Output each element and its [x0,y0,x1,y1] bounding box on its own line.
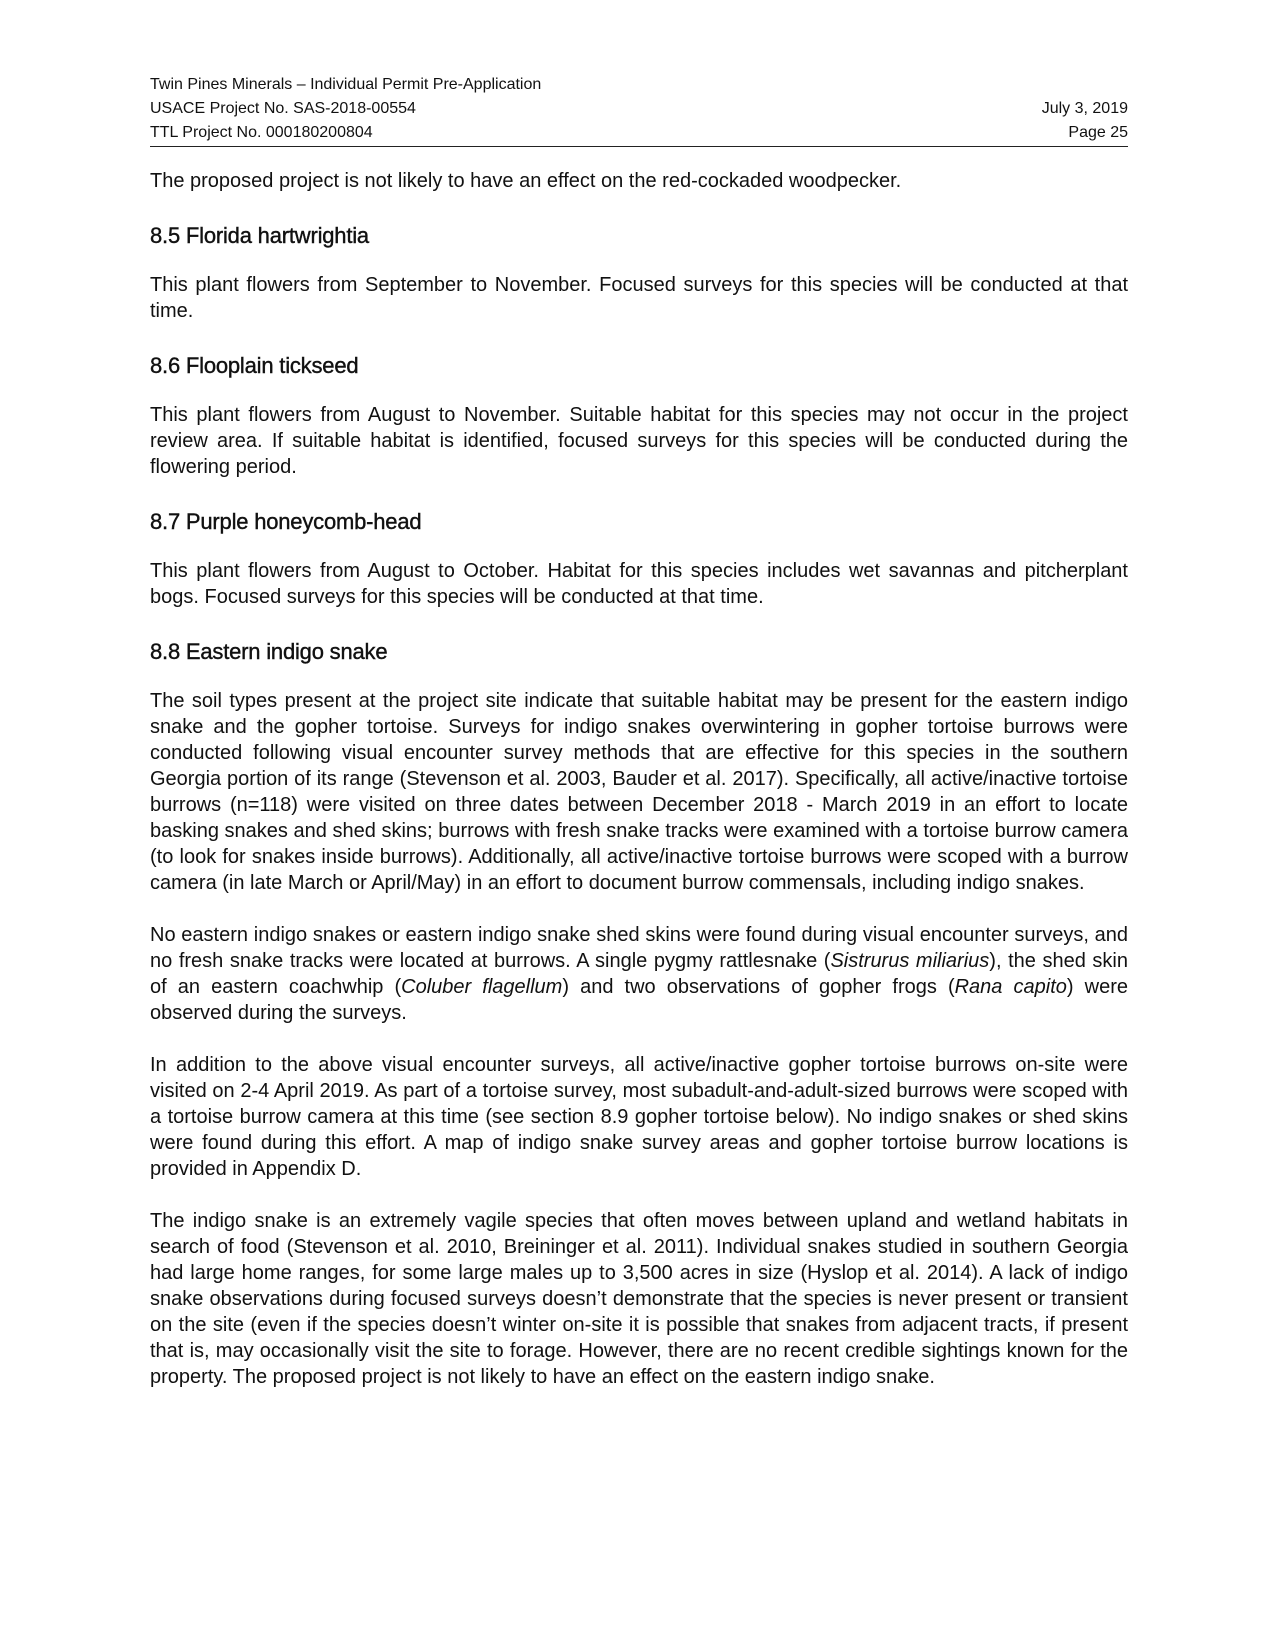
section-heading-8-6: 8.6 Flooplain tickseed [150,353,359,378]
header-row-3 [150,121,1128,145]
intro-paragraph: The proposed project is not likely to have an effect on the red-cockaded woodpecker. [150,170,902,192]
header-date: July 3, 2019 [1041,100,1128,117]
header-usace-project: USACE Project No. SAS-2018-00554 [150,100,416,117]
section-heading-8-8: 8.8 Eastern indigo snake [150,639,388,664]
section-8-5-paragraph: This plant flowers from September to November. Focused surveys for this species will be conducted at that time. [150,274,1128,322]
header-ttl-project: TTL Project No. 000180200804 [150,124,373,141]
section-8-8-paragraph-2 [150,922,1128,1026]
species-rana-capito: Rana capito [954,976,1067,998]
running-header [150,73,1128,145]
section-8-6-paragraph: This plant flowers from August to November. Suitable habitat for this species may not occur in the project review area. If suitable habitat is identified, focused surveys for this species will be conducted during the flowering period. [150,404,1128,478]
p2-text-d: ) were observed during the surveys. [150,976,1128,1024]
p2-text-c: ) and two observations of gopher frogs ( [562,976,955,998]
header-divider [150,146,1128,147]
header-title: Twin Pines Minerals – Individual Permit Pre-Application [150,76,542,93]
section-8-8-paragraph-1: The soil types present at the project site indicate that suitable habitat may be present for the eastern indigo snake and the gopher tortoise. Surveys for indigo snakes overwintering in gopher tortoise burrows were conducted following visual encounter survey methods that are effective for this species in the southern Georgia portion of its range (Stevenson et al. 2003, Bauder et al. 2017). Specifically, all active/inactive tortoise burrows (n=118) were visited on three dates between December 2018 - March 2019 in an effort to locate basking snakes and shed skins; burrows with fresh snake tracks were examined with a tortoise burrow camera (to look for snakes inside burrows). Additionally, all active/inactive tortoise burrows were scoped with a burrow camera (in late March or April/May) in an effort to document burrow commensals, including indigo snakes. [150,690,1128,894]
header-page-number: Page 25 [1068,124,1128,141]
header-row-1 [150,73,1128,97]
section-heading-8-5: 8.5 Florida hartwrightia [150,223,369,248]
section-8-8-paragraph-4: The indigo snake is an extremely vagile species that often moves between upland and wetland habitats in search of food (Stevenson et al. 2010, Breininger et al. 2011). Individual snakes studied in southern Georgia had large home ranges, for some large males up to 3,500 acres in size (Hyslop et al. 2014). A lack of indigo snake observations during focused surveys doesn’t demonstrate that the species is never present or transient on the site (even if the species doesn’t winter on-site it is possible that snakes from adjacent tracts, if present that is, may occasionally visit the site to forage. However, there are no recent credible sightings known for the property. The proposed project is not likely to have an effect on the eastern indigo snake. [150,1210,1128,1388]
p2-text-b: ), the shed skin of an eastern coachwhip ( [150,950,1128,998]
header-row-2 [150,97,1128,121]
species-sistrurus-miliarius: Sistrurus miliarius [830,950,990,972]
p2-text-a: No eastern indigo snakes or eastern indigo snake shed skins were found during visual encounter surveys, and no fresh snake tracks were located at burrows. A single pygmy rattlesnake ( [150,924,1128,972]
species-coluber-flagellum: Coluber flagellum [401,976,563,998]
page-body [150,168,1128,1390]
section-heading-8-7: 8.7 Purple honeycomb-head [150,509,422,534]
section-8-8-paragraph-3: In addition to the above visual encounter surveys, all active/inactive gopher tortoise burrows on-site were visited on 2-4 April 2019. As part of a tortoise survey, most subadult-and-adult-sized burrows were scoped with a tortoise burrow camera at this time (see section 8.9 gopher tortoise below). No indigo snakes or shed skins were found during this effort. A map of indigo snake survey areas and gopher tortoise burrow locations is provided in Appendix D. [150,1054,1128,1180]
section-8-7-paragraph: This plant flowers from August to October. Habitat for this species includes wet savannas and pitcherplant bogs. Focused surveys for this species will be conducted at that time. [150,560,1128,608]
